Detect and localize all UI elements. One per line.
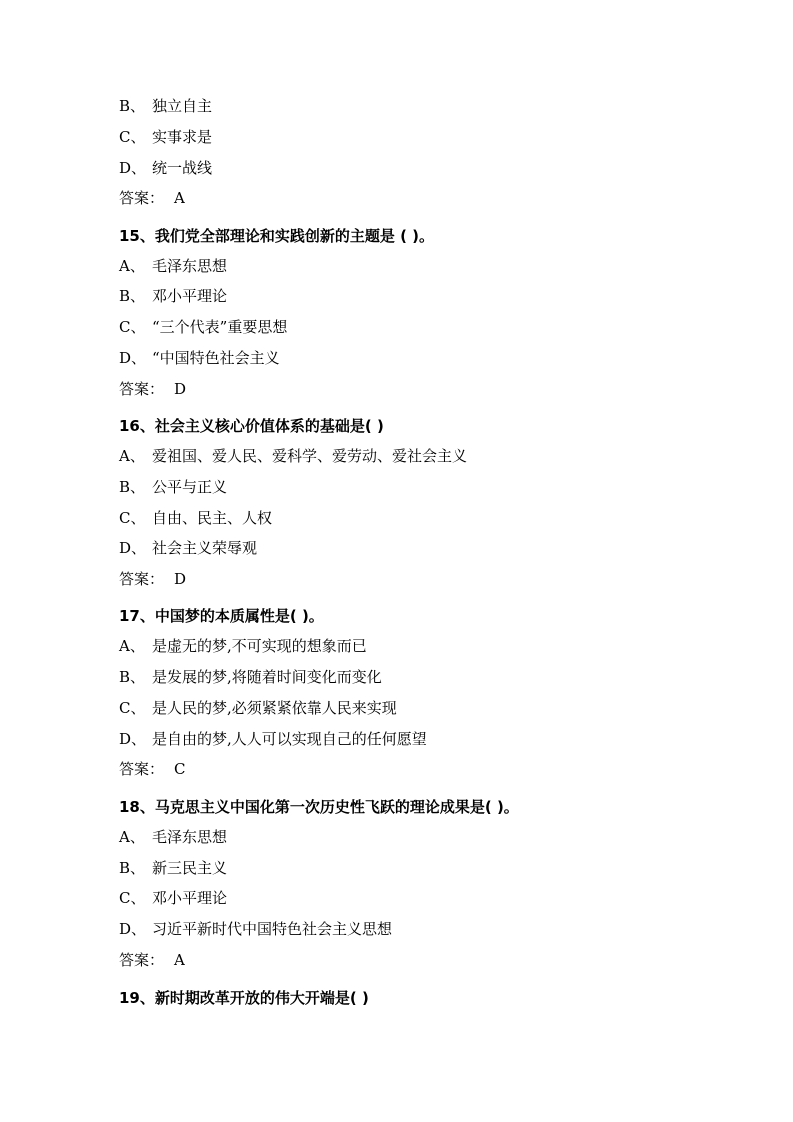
option-line <box>119 698 397 718</box>
option-text: “三个代表”重要思想 <box>152 318 288 336</box>
option-label: B、 <box>119 478 146 496</box>
option-text: 爱祖国、爱人民、爱科学、爱劳动、爱社会主义 <box>152 447 468 465</box>
option-text: 是人民的梦,必须紧紧依靠人民来实现 <box>152 699 397 717</box>
answer-label: 答案： <box>119 380 165 398</box>
option-text: 社会主义荣辱观 <box>152 539 258 557</box>
option-line <box>119 158 212 178</box>
option-text: 是自由的梦,人人可以实现自己的任何愿望 <box>152 730 427 748</box>
answer-line <box>119 379 186 399</box>
answer-line <box>119 569 186 589</box>
option-line <box>119 286 227 306</box>
option-line <box>119 508 272 528</box>
option-line <box>119 256 227 276</box>
option-label: C、 <box>119 318 146 336</box>
answer-line <box>119 950 185 970</box>
option-text: 习近平新时代中国特色社会主义思想 <box>152 920 393 938</box>
answer-line <box>119 188 185 208</box>
option-label: C、 <box>119 699 146 717</box>
option-text: 邓小平理论 <box>152 889 228 907</box>
answer-label: 答案： <box>119 760 165 778</box>
option-line <box>119 858 227 878</box>
option-label: B、 <box>119 859 146 877</box>
option-label: D、 <box>119 349 147 367</box>
option-line <box>119 888 227 908</box>
option-line <box>119 96 212 116</box>
option-text: 毛泽东思想 <box>152 257 228 275</box>
option-text: 毛泽东思想 <box>152 828 228 846</box>
answer-label: 答案： <box>119 570 165 588</box>
option-line <box>119 667 382 687</box>
option-line <box>119 538 257 558</box>
option-line <box>119 446 467 466</box>
option-line <box>119 919 392 939</box>
option-label: D、 <box>119 159 147 177</box>
option-line <box>119 477 227 497</box>
answer-line <box>119 759 185 779</box>
option-label: D、 <box>119 730 147 748</box>
option-text: 独立自主 <box>152 97 213 115</box>
answer-value: D <box>174 570 187 588</box>
option-line <box>119 317 287 337</box>
option-text: 公平与正义 <box>152 478 228 496</box>
option-label: C、 <box>119 509 146 527</box>
answer-value: C <box>174 760 186 778</box>
answer-value: A <box>174 951 185 969</box>
option-text: 新三民主义 <box>152 859 228 877</box>
option-text: “中国特色社会主义 <box>152 349 280 367</box>
option-line <box>119 636 367 656</box>
answer-label: 答案： <box>119 189 165 207</box>
option-label: B、 <box>119 287 146 305</box>
option-text: 统一战线 <box>152 159 213 177</box>
option-text: 是虚无的梦,不可实现的想象而已 <box>152 637 367 655</box>
option-label: D、 <box>119 920 147 938</box>
option-text: 实事求是 <box>152 128 213 146</box>
question-title: 19、新时期改革开放的伟大开端是( ) <box>119 989 369 1007</box>
option-label: B、 <box>119 97 146 115</box>
option-label: A、 <box>119 637 145 655</box>
question-title: 16、社会主义核心价值体系的基础是( ) <box>119 417 384 435</box>
option-label: B、 <box>119 668 146 686</box>
option-text: 邓小平理论 <box>152 287 228 305</box>
option-line <box>119 729 427 749</box>
answer-value: A <box>174 189 185 207</box>
option-line <box>119 827 227 847</box>
option-text: 是发展的梦,将随着时间变化而变化 <box>152 668 382 686</box>
option-label: C、 <box>119 128 146 146</box>
option-label: D、 <box>119 539 147 557</box>
option-label: A、 <box>119 447 145 465</box>
option-label: C、 <box>119 889 146 907</box>
option-line <box>119 127 212 147</box>
question-title: 17、中国梦的本质属性是( )。 <box>119 607 324 625</box>
answer-label: 答案： <box>119 951 165 969</box>
option-label: A、 <box>119 828 145 846</box>
option-text: 自由、民主、人权 <box>152 509 273 527</box>
answer-value: D <box>174 380 187 398</box>
option-line <box>119 348 280 368</box>
option-label: A、 <box>119 257 145 275</box>
question-title: 15、我们党全部理论和实践创新的主题是 ( )。 <box>119 227 435 245</box>
question-title: 18、马克思主义中国化第一次历史性飞跃的理论成果是( )。 <box>119 798 519 816</box>
